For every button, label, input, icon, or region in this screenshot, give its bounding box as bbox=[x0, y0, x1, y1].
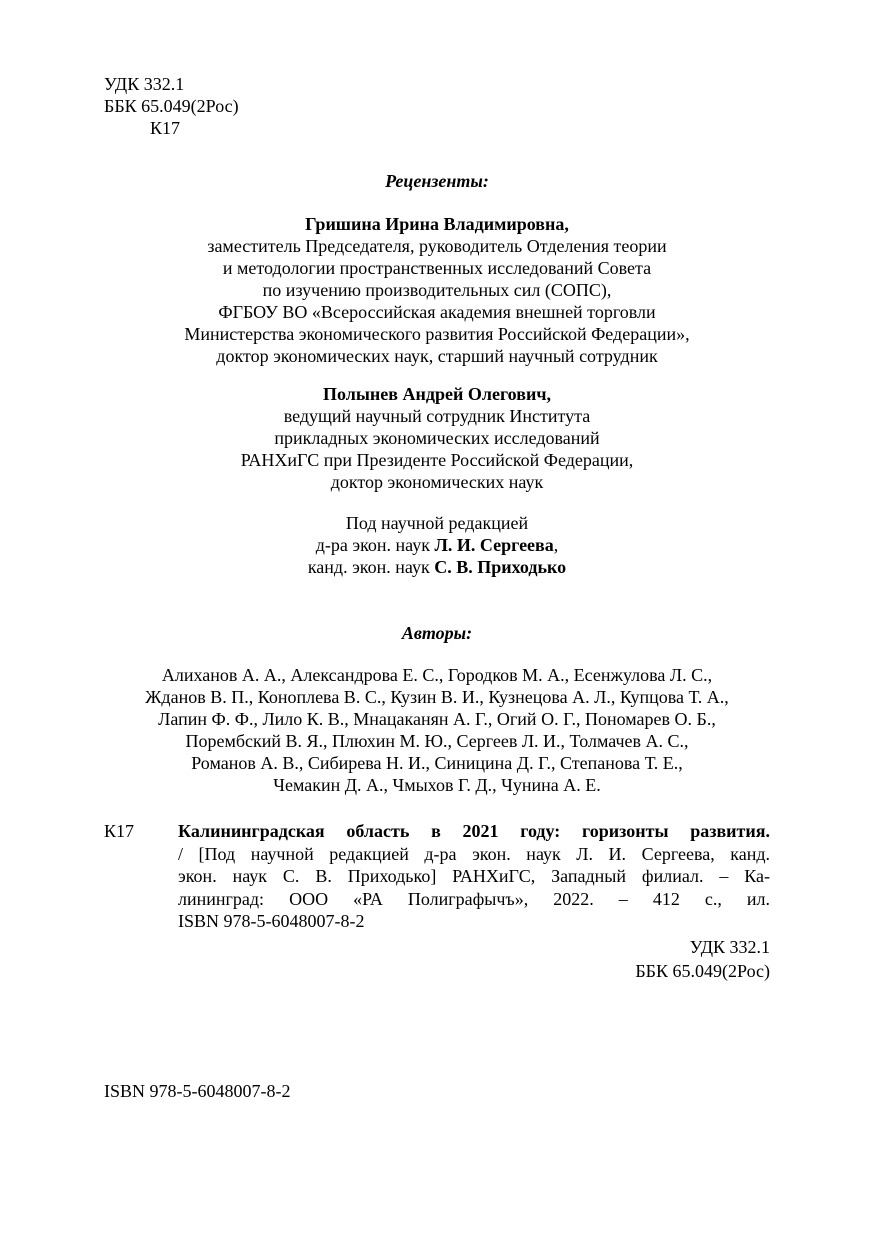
reviewer-2-line: ведущий научный сотрудник Института bbox=[283, 406, 591, 426]
editorial-line-1: Под научной редакцией bbox=[345, 513, 529, 533]
authors-heading-text: Авторы: bbox=[401, 623, 473, 643]
reviewer-1-line: по изучению производительных сил (СОПС), bbox=[262, 280, 612, 300]
reviewer-2 bbox=[104, 383, 770, 493]
footer-isbn: ISBN 978-5-6048007-8-2 bbox=[104, 1081, 291, 1101]
editorial-degree-1: д-ра экон. наук bbox=[315, 535, 435, 555]
reviewers-heading bbox=[104, 170, 770, 192]
classification-codes bbox=[104, 73, 344, 139]
editor-name-2: С. В. Приходько bbox=[434, 557, 567, 577]
biblio-line: / [Под научной редакцией д-ра экон. наук Л. И. Сергеева, канд. bbox=[178, 843, 770, 864]
reviewer-2-line: РАНХиГС при Президенте Российской Федерации, bbox=[240, 450, 634, 470]
bbk-code: ББК 65.049(2Рос) bbox=[104, 96, 239, 116]
authors-line: Жданов В. П., Коноплева В. С., Кузин В. И., Кузнецова А. Л., Купцова Т. А., bbox=[145, 687, 729, 707]
reviewer-1-line: ФГБОУ ВО «Всероссийская академия внешней торговли bbox=[218, 302, 656, 322]
editorial-block bbox=[104, 512, 770, 578]
authors-line: Алиханов А. А., Александрова Е. С., Городков М. А., Есенжулова Л. С., bbox=[161, 665, 713, 685]
biblio-title: Калининградская область в 2021 году: горизонты развития. bbox=[178, 821, 770, 841]
authors-list bbox=[104, 664, 770, 796]
editor-name-1: Л. И. Сергеева bbox=[434, 535, 554, 555]
reviewer-1-line: и методологии пространственных исследований Совета bbox=[222, 258, 652, 278]
reviewer-1-line: доктор экономических наук, старший научный сотрудник bbox=[216, 346, 658, 366]
editorial-line-2 bbox=[104, 534, 770, 556]
authors-line: Чемакин Д. А., Чмыхов Г. Д., Чунина А. Е. bbox=[273, 775, 601, 795]
biblio-bbk: ББК 65.049(2Рос) bbox=[635, 961, 770, 981]
reviewer-1-name: Гришина Ирина Владимировна, bbox=[305, 214, 569, 234]
authors-line: Лапин Ф. Ф., Лило К. В., Мнацаканян А. Г., Огий О. Г., Пономарев О. Б., bbox=[158, 709, 716, 729]
reviewer-2-line: прикладных экономических исследований bbox=[274, 428, 600, 448]
biblio-text bbox=[178, 820, 770, 933]
biblio-code: К17 bbox=[104, 821, 135, 841]
author-mark: К17 bbox=[150, 118, 181, 138]
biblio-classification bbox=[104, 936, 770, 984]
editorial-comma: , bbox=[553, 535, 559, 555]
reviewer-2-name: Полынев Андрей Олегович, bbox=[323, 384, 551, 404]
udk-code: УДК 332.1 bbox=[104, 74, 185, 94]
reviewers-heading-text: Рецензенты: bbox=[385, 171, 489, 191]
reviewer-1-line: Министерства экономического развития Российской Федерации», bbox=[184, 324, 690, 344]
reviewer-1 bbox=[104, 213, 770, 367]
authors-line: Порембский В. Я., Плюхин М. Ю., Сергеев Л. И., Толмачев А. С., bbox=[185, 731, 689, 751]
editorial-degree-2: канд. экон. наук bbox=[307, 557, 435, 577]
reviewer-1-line: заместитель Председателя, руководитель Отделения теории bbox=[207, 236, 667, 256]
authors-line: Романов А. В., Сибирева Н. И., Синицина Д. Г., Степанова Т. Е., bbox=[191, 753, 683, 773]
biblio-isbn: ISBN 978-5-6048007-8-2 bbox=[178, 911, 365, 931]
biblio-udk: УДК 332.1 bbox=[689, 937, 770, 957]
editorial-line-3 bbox=[104, 556, 770, 578]
reviewer-2-line: доктор экономических наук bbox=[330, 472, 544, 492]
biblio-line: экон. наук С. В. Приходько] РАНХиГС, Западный филиал. – Ка- bbox=[178, 866, 770, 886]
authors-heading bbox=[104, 622, 770, 644]
biblio-line: лининград: ООО «РА Полиграфычъ», 2022. – 412 с., ил. bbox=[178, 888, 770, 909]
